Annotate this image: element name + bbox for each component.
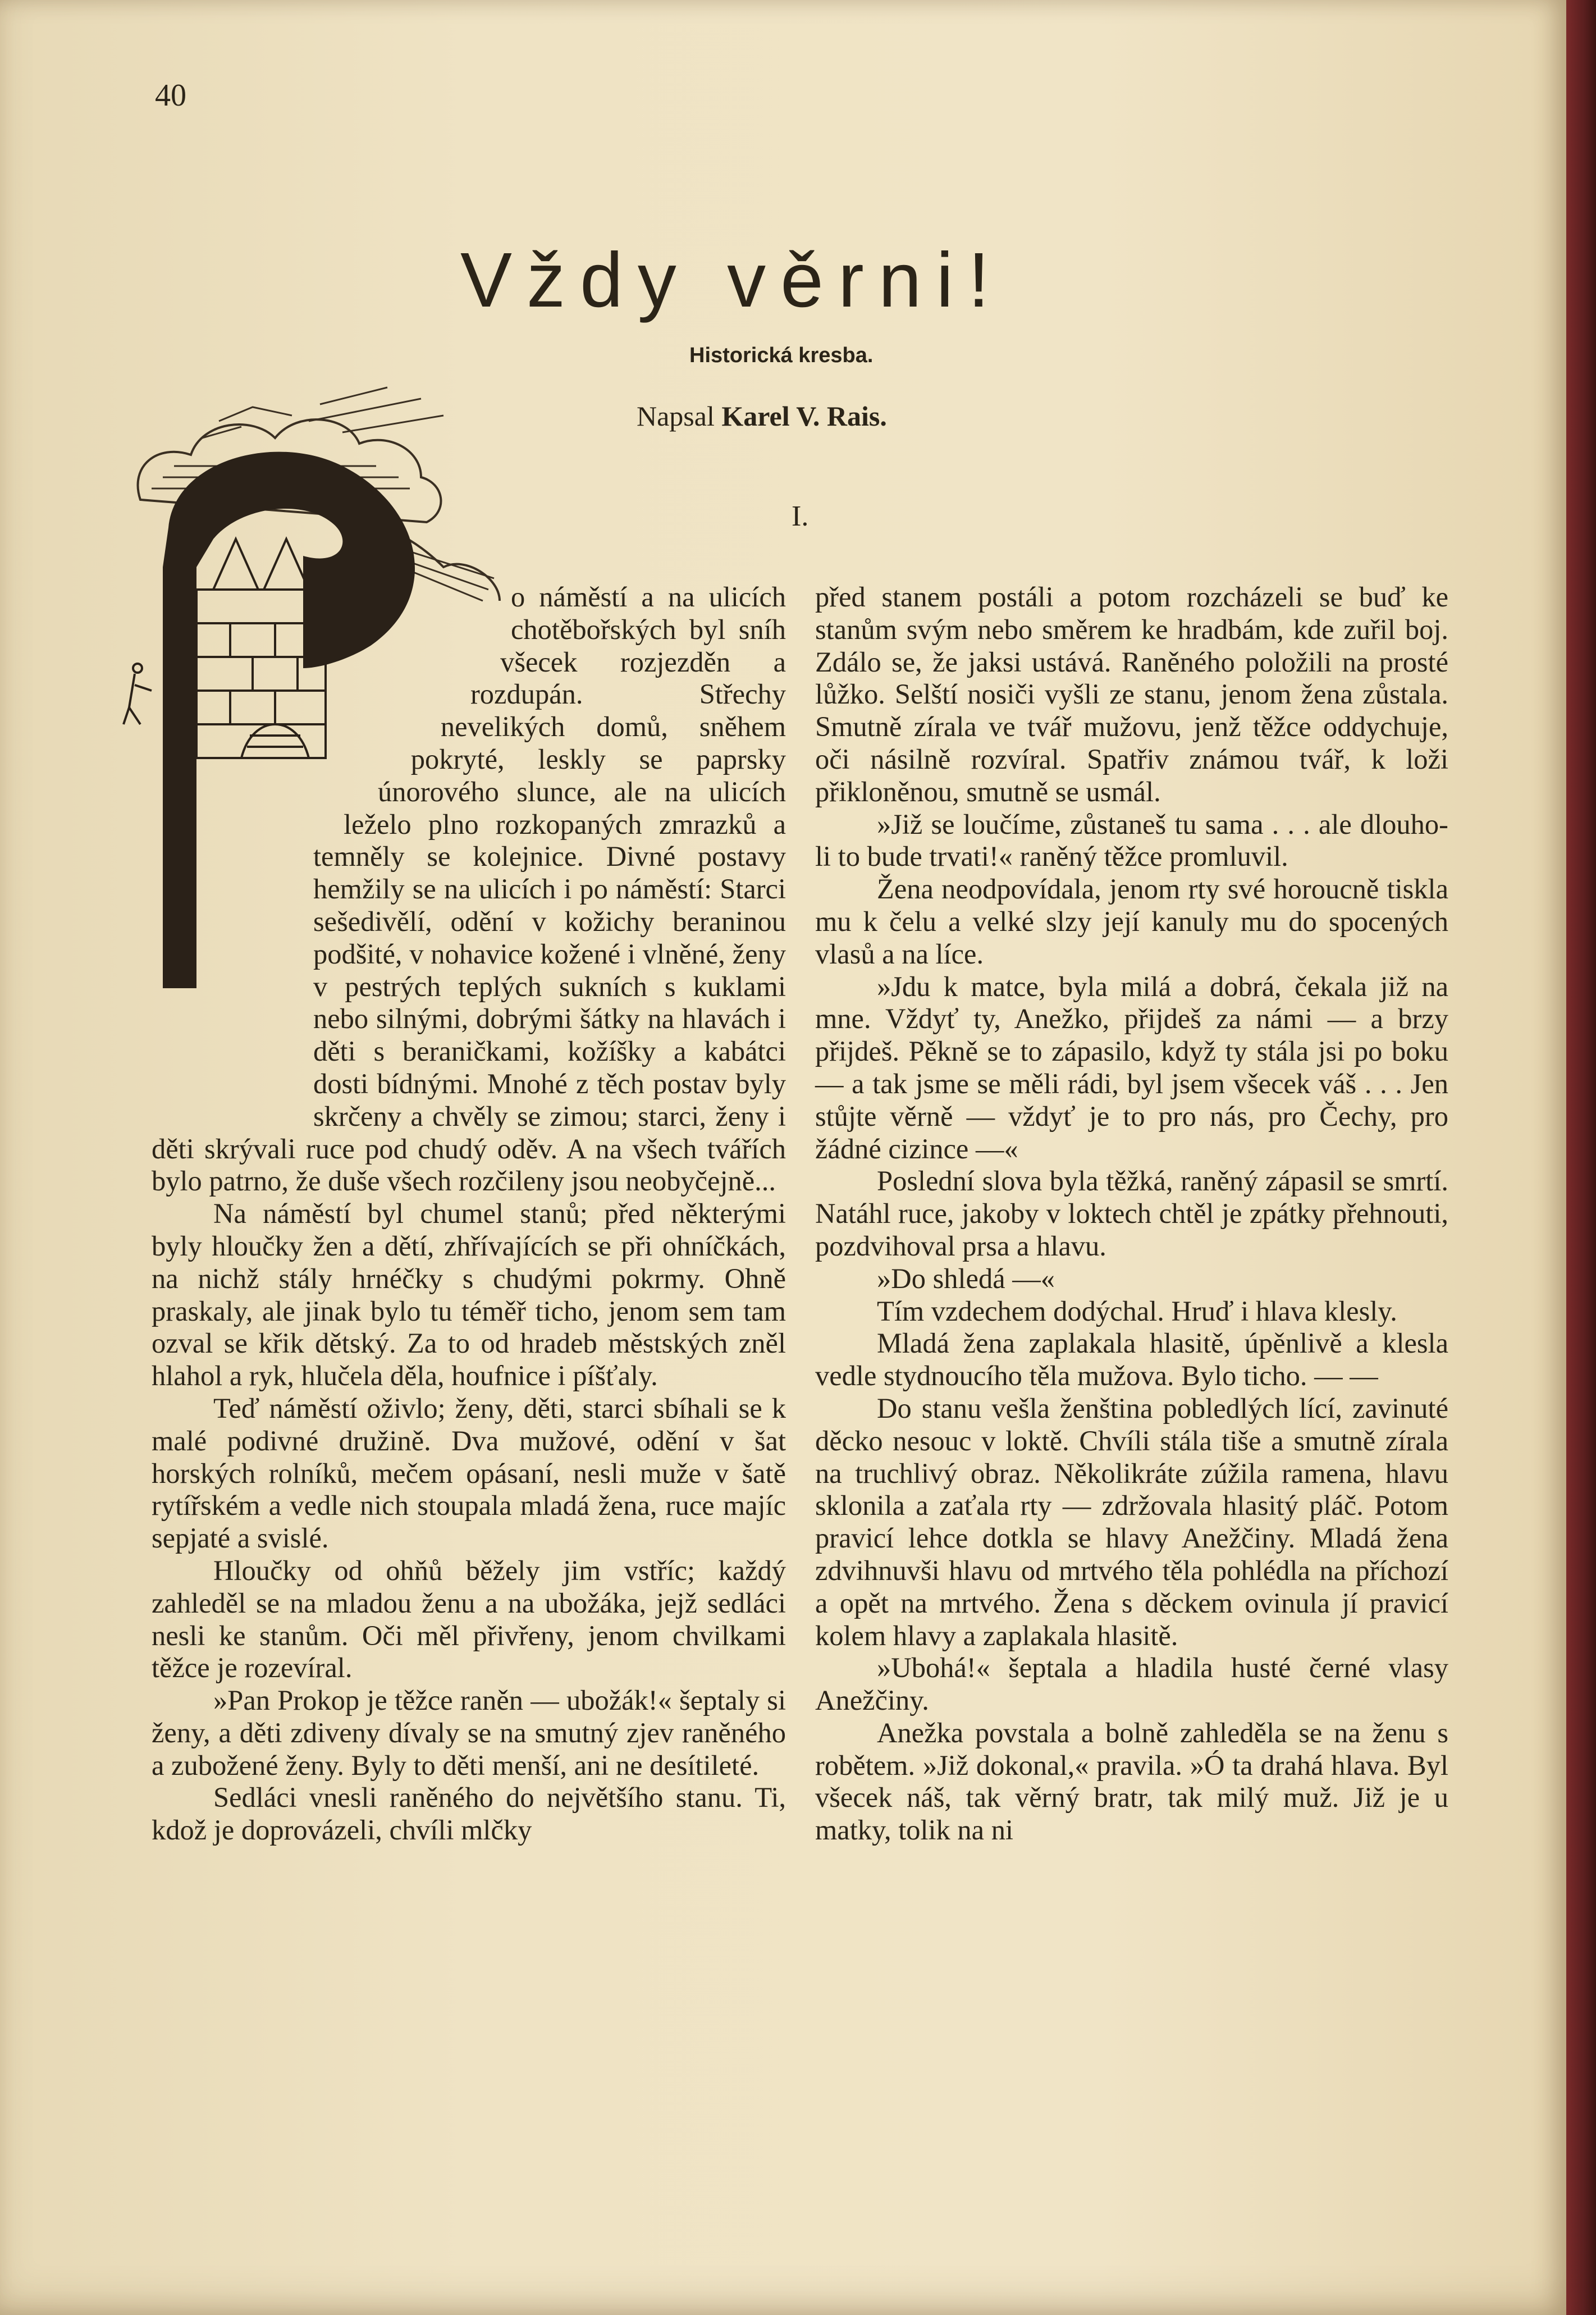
page-number: 40 [155,78,186,113]
paragraph: Hloučky od ohňů běžely jim vstříc; každý zahleděl se na mladou ženu a na ubožáka, jejž sedláci nesli ke stanům. Oči měl přivřeny, jenom chvilkami těžce je rozevíral. [152,1554,786,1684]
author-name: Karel V. Rais. [721,400,887,432]
paragraph: Tím vzdechem dodýchal. Hruď i hlava klesly. [877,1295,1397,1327]
section-number: I. [792,500,809,532]
book-spine-edge [1566,0,1596,2315]
article-subtitle: Historická kresba. [689,344,874,367]
byline-prefix: Napsal [637,400,715,432]
paragraph: Poslední slova byla těžká, raněný zápasil se smrtí. Natáhl ruce, jakoby v loktech chtěl je zpátky přehnouti, pozdvihoval prsa a hlavu. [815,1165,1448,1262]
paragraph: Do stanu vešla ženština pobledlých lící, zavinuté děcko nesouc v loktě. Chvíli stála tiše a smutně zírala na truchlivý obraz. Několikráte zúžila ramena, hlavu sklonila a zaťala rty — zdržovala hlasitý pláč. Potom pravicí lehce dotkla se hlavy Anežčiny. Mladá žena zdvihnuvši hlavu od mrtvého těla pohlédla na příchozí a opět na mrtvého. Žena s děckem ovinula jí pravicí kolem hlavy a zaplakala hlasitě. [815,1392,1448,1651]
left-column [152,581,786,1847]
paragraph: před stanem postáli a potom rozcházeli se buď ke stanům svým nebo směrem ke hradbám, kde zuřil boj. Zdálo se, že jaksi ustává. Raněného položili na prosté lůžko. Selští nosiči vyšli ze stanu, jenom žena zůstala. Smutně zírala ve tvář mužovu, jenž těžce oddychuje, oči násilně rozvíral. Spatřiv známou tvář, k loži přikloněnou, smutně se usmál. [815,581,1448,807]
paragraph: Mladá žena zaplakala hlasitě, úpěnlivě a klesla vedle stydnoucího těla mužova. Bylo ticho. — — [815,1327,1448,1392]
article-title: Vždy věrni! [460,237,1004,323]
paragraph: »Pan Prokop je těžce raněn — ubožák!« šeptaly si ženy, a děti zdiveny dívaly se na smutný zjev raněného a zubožené ženy. Byly to děti menší, ani ne desítileté. [152,1684,786,1781]
paragraph: Na náměstí byl chumel stanů; před některými byly hloučky žen a dětí, zhřívajících se při ohníčkách, na nichž stály hrnéčky s chudými pokrmy. Ohně praskaly, ale jinak bylo tu téměř ticho, jenom sem tam ozval se křik dětský. Za to od hradeb městských zněl hlahol a ryk, hlučela děla, houfnice i píšťaly. [152,1198,786,1392]
right-column [815,581,1448,1847]
figure-sketch [124,664,152,724]
paragraph: »Do shledá —« [877,1262,1055,1294]
byline [637,400,887,432]
paragraph: o náměstí a na ulicích chotěbořských byl sníh všecek rozjezděn a rozdupán. Střechy nevelikých domů, sněhem pokryté, leskly se paprsky únorového slunce, ale na ulicích leželo plno rozkopaných zmrazků a temněly se kolejnice. Divné postavy hemžily se na ulicích i po náměstí: Starci sešedivělí, odění v kožichy beraninou podšité, v nohavice kožené i vlněné, ženy v pestrých teplých sukních s kuklami nebo silnými, dobrými šátky na hlavách i děti s beraničkami, kožíšky a kabátci dosti bídnými. Mnohé z těch postav byly skrčeny a chvěly se zimou; starci, ženy i děti skrývali ruce pod chudý oděv. A na všech tvářích bylo patrno, že duše všech rozčileny jsou neobyčejně... [152,581,786,1197]
paragraph: Sedláci vnesli raněného do největšího stanu. Ti, kdož je doprovázeli, chvíli mlčky [152,1782,786,1846]
paragraph: Anežka povstala a bolně zahleděla se na ženu s robětem. »Již dokonal,« pravila. »Ó ta drahá hlava. Byl všecek náš, tak věrný bratr, tak milý muž. Již je u matky, tolik na ni [815,1716,1448,1846]
paragraph: Teď náměstí oživlo; ženy, děti, starci sbíhali se k malé podivné družině. Dva mužové, odění v šat horských rolníků, mečem opásaní, nesli muže v šatě rytířském a vedle nich stoupala mladá žena, ruce majíc sepjaté a svislé. [152,1392,786,1554]
paragraph: »Ubohá!« šeptala a hladila husté černé vlasy Anežčiny. [815,1652,1448,1716]
paragraph: Žena neodpovídala, jenom rty své horoucně tiskla mu k čelu a velké slzy její kanuly mu do spocených vlasů a na líce. [815,873,1448,970]
paragraph: »Již se loučíme, zůstaneš tu sama . . . ale dlouho-li to bude trvati!« raněný těžce promluvil. [815,808,1448,873]
paragraph: »Jdu k matce, byla milá a dobrá, čekala již na mne. Vždyť ty, Anežko, přijdeš za námi — a brzy přijdeš. Pěkně se to zápasilo, když ty stála jsi po boku — a tak jsme se měli rádi, byl jsem všecek váš . . . Jen stůjte věrně — vždyť je to pro nás, pro Čechy, pro žádné cizince —« [815,970,1448,1165]
